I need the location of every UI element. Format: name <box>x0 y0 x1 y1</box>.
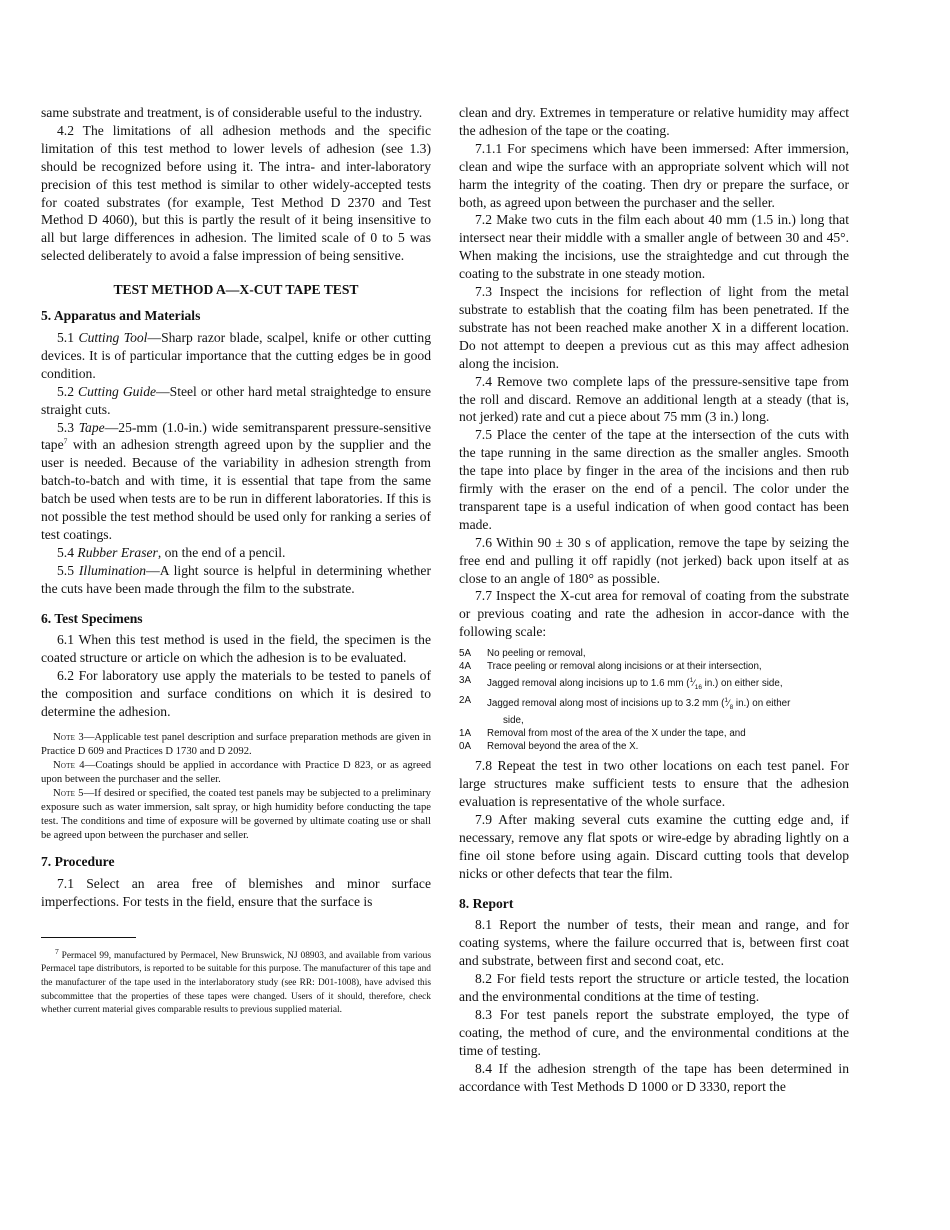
paragraph-7-2: 7.2 Make two cuts in the film each about 40 mm (1.5 in.) long that intersect near their middle with a smaller angle of between 30 and 45°. When making the incisions, use the straightedge and cut through the coating to the substrate in one steady motion. <box>459 212 849 282</box>
paragraph-5-5: 5.5 Illumination—A light source is helpful in determining whether the cuts have been made through the film to the substrate. <box>41 562 431 596</box>
footnote-7: $^7$ Permacel 99, manufactured by Permacel, New Brunswick, NJ 08903, and available from various Permacel tape distributors, is reported to be suitable for this purpose. The manufacturer of this tape and the manufacturer of the tape used in the interlaboratory study (see RR: D01-1008), have advised this subcommittee that the properties of these tapes were changed. Users of it should, therefore, check whether current material gives comparable results to previous supplied material. <box>41 946 431 1016</box>
footnote-ref: 7 <box>63 436 68 446</box>
paragraph-8-3: 8.3 For test panels report the substrate employed, the type of coating, the method of cure, and the environmental conditions at the time of testing. <box>459 1006 849 1058</box>
fraction: $^1⁄_8$ <box>724 696 734 711</box>
paragraph-8-1: 8.1 Report the number of tests, their mean and range, and for coating systems, where the failure occurred that is, between first coat and substrate, between first and second coat, etc. <box>459 917 849 969</box>
section-6-heading: 6. Test Specimens <box>41 610 143 626</box>
paragraph-7-1-1: 7.1.1 For specimens which have been immersed: After immersion, clean and wipe the surface with an appropriate solvent which will not harm the integrity of the coating. Then dry or prepare the surface, or both, as agreed upon between the purchaser and the seller. <box>459 140 849 210</box>
note-4: Note 4—Coatings should be applied in accordance with Practice D 823, or as agreed upon between the purchaser and the seller. <box>41 760 431 785</box>
paragraph-7-1: 7.1 Select an area free of blemishes and minor surface imperfections. For tests in the field, ensure that the surface is <box>41 875 431 909</box>
paragraph-5-1: 5.1 Cutting Tool—Sharp razor blade, scalpel, knife or other cutting devices. It is of particular importance that the cutting edges be in good condition. <box>41 329 432 381</box>
paragraph-continued: same substrate and treatment, is of considerable useful to the industry. <box>41 105 423 120</box>
paragraph-7-4: 7.4 Remove two complete laps of the pressure-sensitive tape from the roll and discard. Remove an additional length at a steady (that is, not jerked) rate and cut a piece about 75 mm (3 in.) long. <box>459 373 849 425</box>
paragraph-6-1: 6.1 When this test method is used in the field, the specimen is the coated structure or article on which the adhesion is to be evaluated. <box>41 632 431 666</box>
fraction: $^1⁄_{16}$ <box>689 676 702 691</box>
paragraph-6-2: 6.2 For laboratory use apply the materials to be tested to panels of the composition and surface conditions on which it is desired to determine the adhesion. <box>41 668 431 720</box>
section-5-heading: 5. Apparatus and Materials <box>41 308 201 324</box>
paragraph-8-2: 8.2 For field tests report the structure or article tested, the location and the environmental conditions at the time of testing. <box>459 971 849 1005</box>
scale-row: 3A Jagged removal along incisions up to 1.6 mm ($^1⁄_{16}$ in.) on either side, <box>459 674 783 691</box>
scale-row-continuation: side, <box>503 714 524 726</box>
paragraph-7-5: 7.5 Place the center of the tape at the intersection of the cuts with the tape running in the same direction as the smaller angles. Smooth the tape into place by finger in the area of the incisions and then rub firmly with the eraser on the end of a pencil. The color under the transparent tape is a useful indication of when good contact has been made. <box>459 427 849 532</box>
note-3: Note 3—Applicable test panel description and surface preparation methods are given in Practice D 609 and Practices D 1730 and D 2092. <box>41 732 432 757</box>
paragraph-7-6: 7.6 Within 90 ± 30 s of application, remove the tape by seizing the free end and pulling it off rapidly (not jerked) back upon itself at as close to an angle of 180° as possible. <box>459 534 849 586</box>
scale-row: 2A Jagged removal along most of incisions up to 3.2 mm ($^1⁄_8$ in.) on either <box>459 694 791 711</box>
paragraph-7-7: 7.7 Inspect the X-cut area for removal of coating from the substrate or previous coating and rate the adhesion in accor-dance with the following scale: <box>459 588 849 640</box>
test-method-title: TEST METHOD A—X-CUT TAPE TEST <box>113 282 359 298</box>
document-page <box>41 96 851 1176</box>
paragraph-5-2: 5.2 Cutting Guide—Steel or other hard metal straightedge to ensure straight cuts. <box>41 383 431 417</box>
scale-row: 1A Removal from most of the area of the X under the tape, and <box>459 727 746 739</box>
paragraph-4-2: 4.2 The limitations of all adhesion methods and the specific limitation of this test method to lower levels of adhesion (see 1.3) should be recognized before using it. The intra- and inter-laboratory precision of this test method is similar to other widely-accepted tests for coated substrates (for example, Test Method D 2370 and Test Method D 4060), but this is partly the result of it being insensitive to all but large differences in adhesion. The limited scale of 0 to 5 was selected deliberately to avoid a false impression of being sensitive. <box>41 122 431 264</box>
paragraph-continued-right: clean and dry. Extremes in temperature or relative humidity may affect the adhesion of the tape or the coating. <box>459 105 849 138</box>
scale-row: 5A No peeling or removal, <box>459 648 586 660</box>
paragraph-7-8: 7.8 Repeat the test in two other locations on each test panel. For large structures make sufficient tests to ensure that the adhesion evaluation is representative of the whole surface. <box>459 758 849 810</box>
scale-row: 0A Removal beyond the area of the X. <box>459 741 639 752</box>
paragraph-5-3: 5.3 Tape—25-mm (1.0-in.) wide semitransparent pressure-sensitive tape$^7$ with an adhesion strength agreed upon by the supplier and the user is needed. Because of the variability in adhesion strength from batch-to-batch and with time, it is essential that tape from the same batch be used when tests are to be run in different laboratories. If this is not possible the test method should be used only for ranking a series of test coatings. <box>41 419 431 542</box>
adhesion-scale <box>459 647 849 753</box>
right-column <box>459 104 849 1096</box>
footnote-divider <box>41 937 136 938</box>
paragraph-5-4: 5.4 Rubber Eraser, on the end of a pencil. <box>57 544 286 560</box>
left-column <box>41 104 431 1018</box>
scale-row: 4A Trace peeling or removal along incisions or at their intersection, <box>459 661 762 673</box>
section-7-heading: 7. Procedure <box>41 854 115 869</box>
section-8-heading: 8. Report <box>459 895 514 911</box>
note-5: Note 5—If desired or specified, the coated test panels may be subjected to a preliminary exposure such as water immersion, salt spray, or high humidity before conducting the tape test. The conditions and time of exposure will be governed by ultimate coating use or shall be agreed upon between the purchaser and seller. <box>41 788 431 841</box>
paragraph-7-3: 7.3 Inspect the incisions for reflection of light from the metal substrate to establish that the coating film has been penetrated. If the substrate has not been reached make another X in a different location. Do not attempt to deepen a previous cut as this may affect adhesion along the incision. <box>459 284 849 371</box>
paragraph-7-9: 7.9 After making several cuts examine the cutting edge and, if necessary, remove any flat spots or wire-edge by abrading lightly on a fine oil stone before using again. Discard cutting tools that develop nicks or other defects that tear the film. <box>459 811 849 881</box>
paragraph-8-4: 8.4 If the adhesion strength of the tape has been determined in accordance with Test Methods D 1000 or D 3330, report the <box>459 1060 849 1094</box>
